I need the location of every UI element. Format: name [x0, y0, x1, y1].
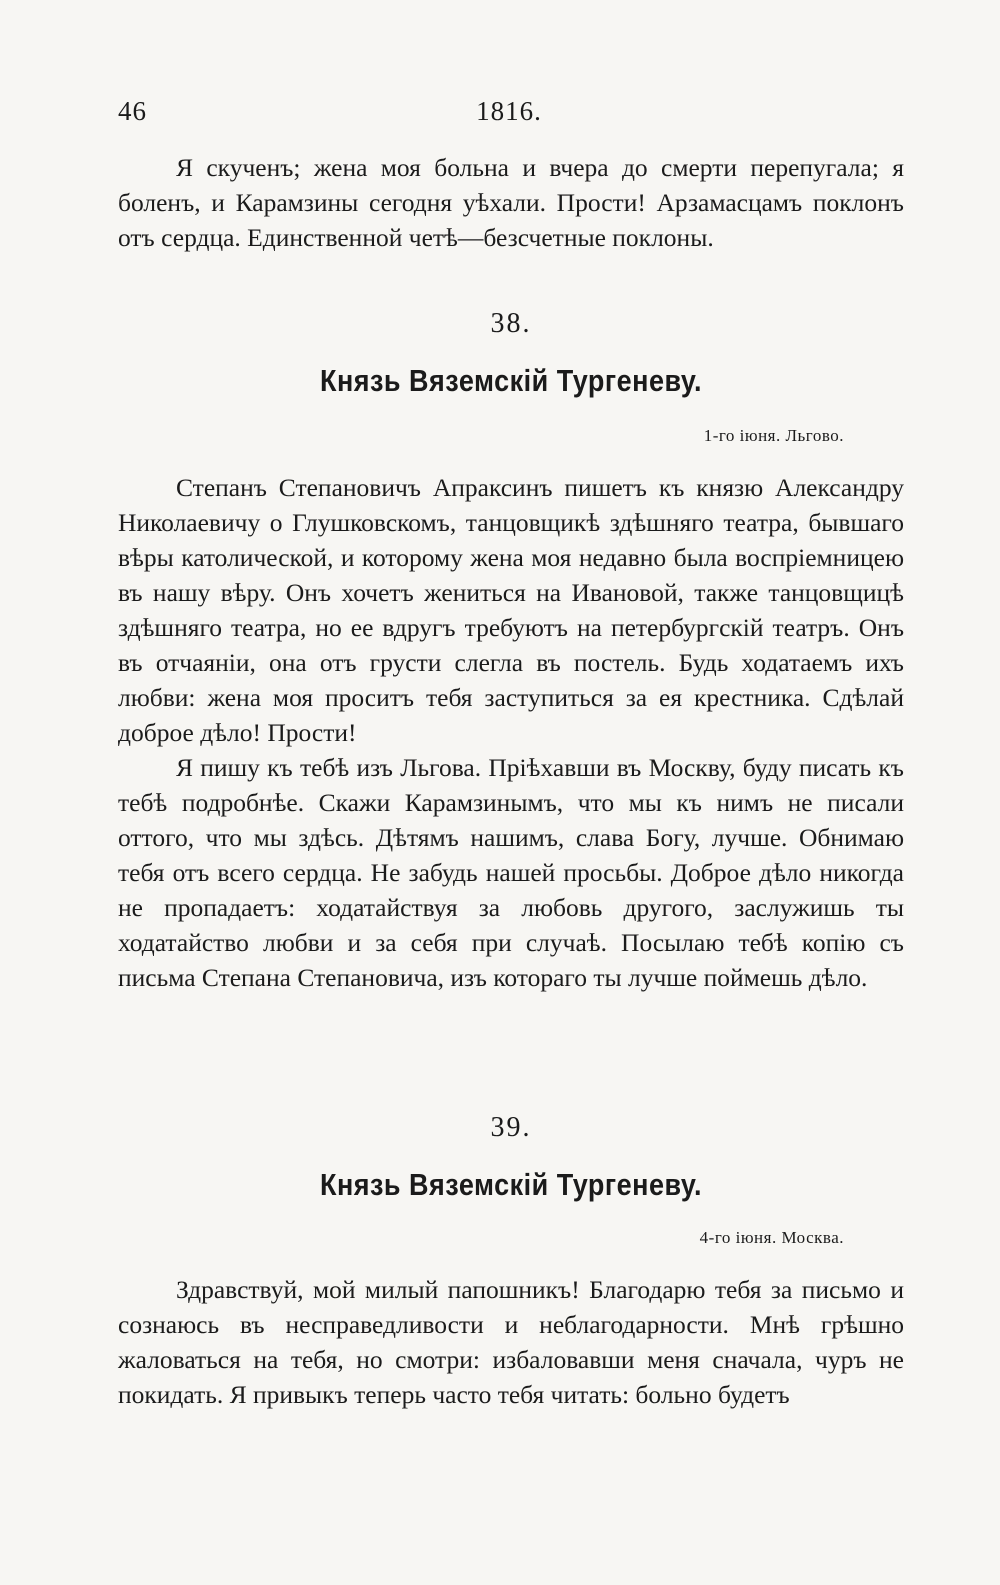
running-header-year: 1816. [476, 96, 542, 126]
letter-39-paragraph: Здравствуй, мой милый папошникъ! Благодарю тебя за письмо и сознаюсь въ несправедливости и неблагодарности. Мнѣ грѣшно жаловаться на тебя, но смотри: избаловавши меня сначала, чуръ не покидать. Я привыкъ теперь часто тебя читать: больно будетъ [118, 1275, 904, 1409]
letter-39-heading: Князь Вяземскій Тургеневу. [319, 1168, 703, 1202]
letter-39-number: 39. [490, 1112, 532, 1143]
letter-38-number: 38. [490, 308, 532, 339]
letter-38-paragraph: Степанъ Степановичъ Апраксинъ пишетъ къ князю Александру Николаевичу о Глушковскомъ, танцовщикѣ здѣшняго театра, бывшаго вѣры католической, и которому жена моя недавно была воспріемницею въ нашу вѣру. Онъ хочетъ жениться на Ивановой, также танцовщицѣ здѣшняго театра, но ее вдругъ требуютъ на петербургскій театръ. Онъ въ отчаяніи, она отъ грусти слегла въ постель. Будь ходатаемъ ихъ любви: жена моя проситъ тебя заступиться за ея крестника. Сдѣлай доброе дѣло! Прости! [118, 473, 904, 747]
running-header [118, 96, 900, 136]
letter-39-body [118, 1272, 904, 1412]
page-number: 46 [118, 96, 147, 126]
intro-text [118, 150, 904, 255]
letter-39-dateline: 4-го іюня. Москва. [699, 1228, 844, 1247]
letter-38-body [118, 470, 904, 995]
letter-38-dateline: 1-го іюня. Льгово. [703, 426, 844, 445]
intro-paragraph: Я скученъ; жена моя больна и вчера до смерти перепугала; я боленъ, и Карамзины сегодня уѣхали. Прости! Арзамасцамъ поклонъ отъ сердца. Единственной четѣ—безсчетные поклоны. [118, 153, 904, 252]
letter-38-paragraph: Я пишу къ тебѣ изъ Льгова. Пріѣхавши въ Москву, буду писать къ тебѣ подробнѣе. Скажи Карамзинымъ, что мы къ нимъ не писали оттого, что мы здѣсь. Дѣтямъ нашимъ, слава Богу, лучше. Обнимаю тебя отъ всего сердца. Не забудь нашей просьбы. Доброе дѣло никогда не пропадаетъ: ходатайствуя за любовь другого, заслужишь ты ходатайство любви и за себя при случаѣ. Посылаю тебѣ копію съ письма Степана Степановича, изъ котораго ты лучше поймешь дѣло. [118, 753, 904, 992]
letter-38-heading: Князь Вяземскій Тургеневу. [319, 364, 703, 398]
